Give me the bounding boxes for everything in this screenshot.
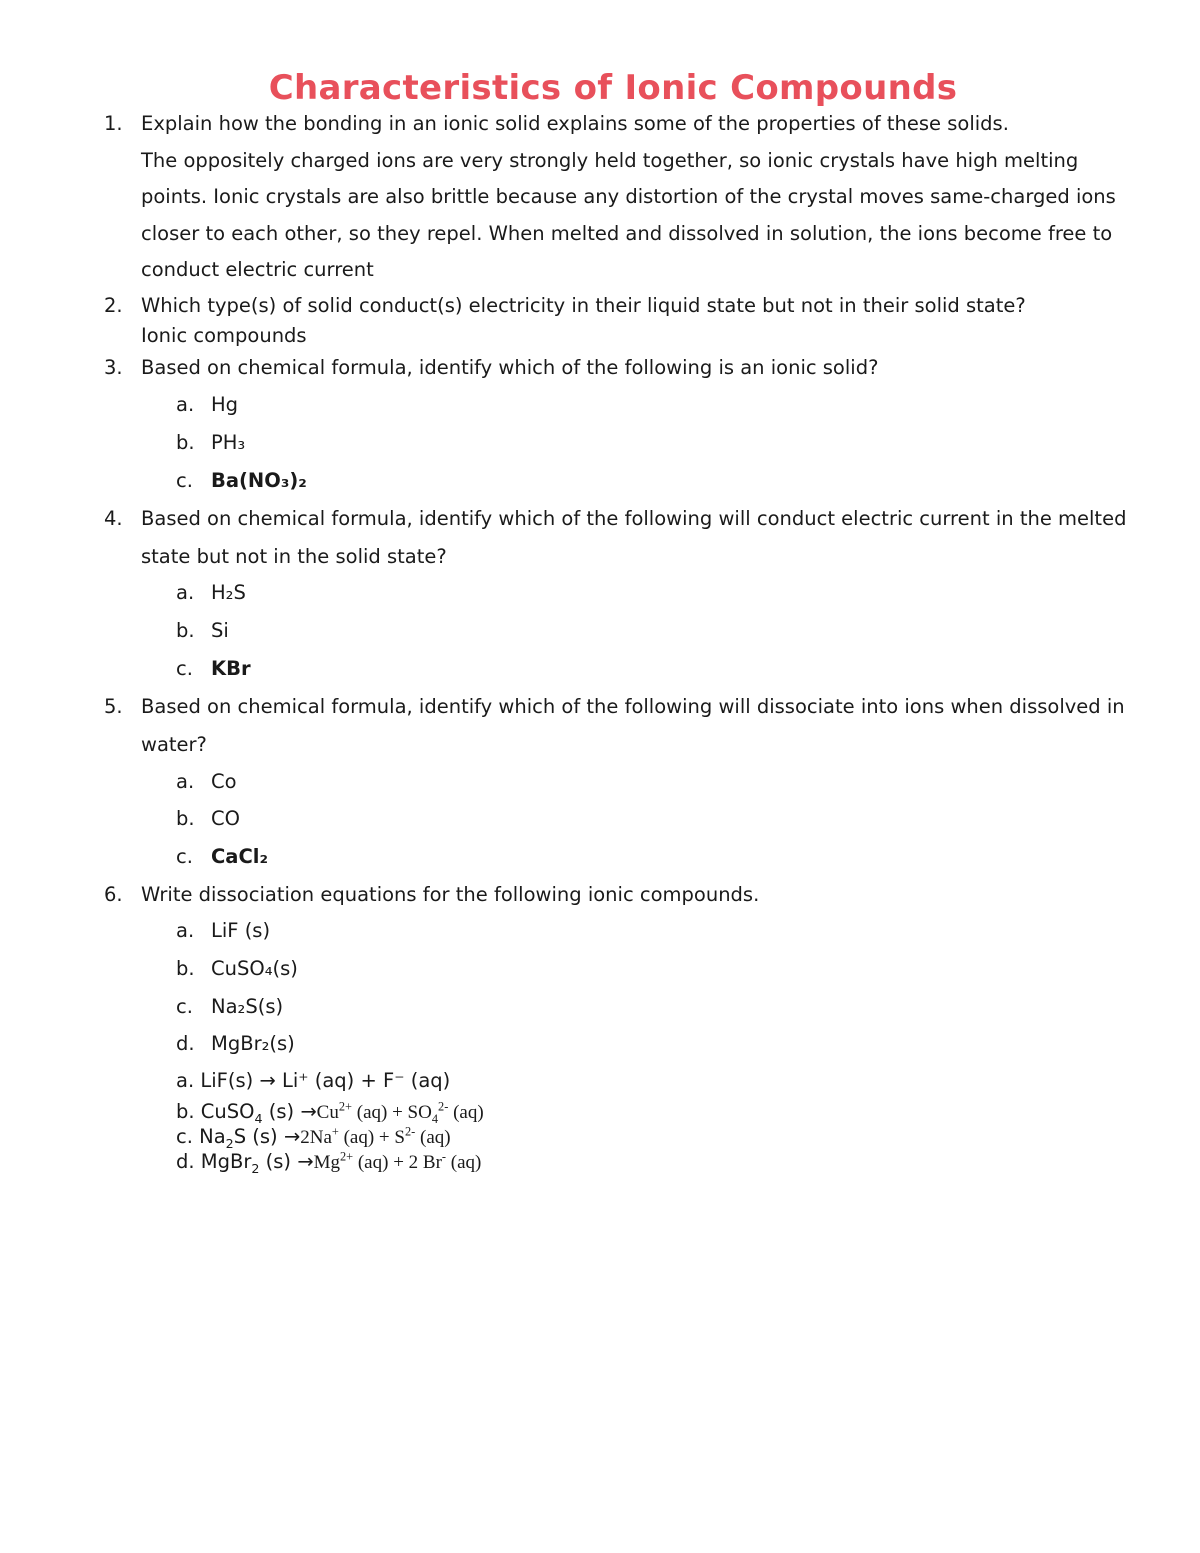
option-label: a. <box>176 581 195 604</box>
option-label: d. <box>176 1032 195 1055</box>
reaction-arrow: → <box>259 1069 276 1092</box>
equation-state: S (s) <box>233 1125 284 1148</box>
option-value: CO <box>211 807 240 830</box>
charge: 2- <box>404 1124 416 1139</box>
equation-state: (s) <box>262 1100 301 1123</box>
subscript: 2 <box>225 1135 234 1151</box>
question-3 <box>104 350 1144 387</box>
option-value: PH₃ <box>211 431 246 454</box>
equation-state: (s) <box>259 1150 298 1173</box>
subscript: 4 <box>431 1111 439 1126</box>
option-value: Co <box>211 770 237 793</box>
option-value: Hg <box>211 393 239 416</box>
option-d <box>176 1029 295 1059</box>
charge: 2- <box>438 1099 449 1114</box>
product-ion: (aq) + S <box>338 1127 405 1148</box>
subscript: 4 <box>254 1110 263 1126</box>
product-ion: Mg <box>313 1152 340 1173</box>
equation-suffix: (aq) <box>446 1152 482 1173</box>
option-label: b. <box>176 807 195 830</box>
option-label: a. <box>176 919 195 942</box>
question-number: 5. <box>104 695 123 718</box>
question-text: Which type(s) of solid conduct(s) electricity in their liquid state but not in their solid state? <box>141 294 1026 317</box>
question-text: Explain how the bonding in an ionic solid explains some of the properties of these solids. <box>141 112 1009 135</box>
page-title: Characteristics of Ionic Compounds <box>268 68 958 108</box>
option-a <box>176 390 238 420</box>
question-number: 1. <box>104 112 123 135</box>
option-label: a. <box>176 393 195 416</box>
option-b <box>176 954 298 984</box>
question-6 <box>104 877 1144 914</box>
equation-suffix: (aq) <box>448 1102 484 1123</box>
option-value: Si <box>211 619 229 642</box>
option-value: H₂S <box>211 581 246 604</box>
question-2 <box>104 288 1144 348</box>
option-a <box>176 578 246 608</box>
question-number: 3. <box>104 356 123 379</box>
equation-suffix: (aq) <box>415 1127 451 1148</box>
option-value-correct: Ba(NO₃)₂ <box>211 469 307 492</box>
equation-prefix: a. LiF(s) <box>176 1069 260 1092</box>
question-1 <box>104 106 1144 289</box>
option-value: Na₂S(s) <box>211 995 284 1018</box>
equation-prefix: c. Na <box>176 1125 226 1148</box>
reaction-arrow: → <box>283 1125 301 1148</box>
answer-text: The oppositely charged ions are very strongly held together, so ionic crystals have high melting points. Ionic crystals are also brittle because any distortion of the crystal moves same-charged ions closer to each other, so they repel. When melted and dissolved in solution, the ions become free to conduct electric current <box>141 148 1116 281</box>
question-text: Based on chemical formula, identify which of the following will conduct electric current in the melted state but not in the solid state? <box>141 507 1127 568</box>
option-b <box>176 616 229 646</box>
product-ion: Cu <box>316 1102 339 1123</box>
question-number: 2. <box>104 294 123 317</box>
question-number: 4. <box>104 507 123 530</box>
option-a <box>176 916 270 946</box>
option-b <box>176 428 245 458</box>
answer-text: Ionic compounds <box>141 324 307 347</box>
option-c <box>176 992 283 1022</box>
option-c <box>176 466 307 496</box>
equation-prefix: b. CuSO <box>176 1100 255 1123</box>
question-4 <box>104 500 1144 576</box>
option-label: c. <box>176 995 193 1018</box>
subscript: 2 <box>251 1160 260 1176</box>
option-label: c. <box>176 845 193 868</box>
product-ion: (aq) + 2 Br <box>353 1152 442 1173</box>
charge: - <box>441 1149 447 1164</box>
option-label: a. <box>176 770 195 793</box>
product-ion: 2Na <box>300 1127 332 1148</box>
option-label: b. <box>176 957 195 980</box>
option-label: c. <box>176 657 193 680</box>
reaction-arrow: → <box>300 1100 317 1123</box>
charge: 2+ <box>338 1099 352 1114</box>
option-label: b. <box>176 619 195 642</box>
option-a <box>176 767 237 797</box>
equation-b <box>176 1099 484 1126</box>
equation-c <box>176 1124 451 1151</box>
equation-a <box>176 1068 450 1094</box>
question-5 <box>104 688 1144 764</box>
charge: + <box>331 1124 339 1139</box>
product-ion: (aq) + SO <box>352 1102 432 1123</box>
option-value: CuSO₄(s) <box>211 957 298 980</box>
option-c <box>176 654 251 684</box>
option-label: b. <box>176 431 195 454</box>
charge: 2+ <box>339 1149 354 1164</box>
equation-d <box>176 1149 481 1176</box>
option-label: c. <box>176 469 193 492</box>
question-text: Based on chemical formula, identify which of the following is an ionic solid? <box>141 356 879 379</box>
question-number: 6. <box>104 883 123 906</box>
option-value-correct: KBr <box>211 657 251 680</box>
option-c <box>176 842 268 872</box>
option-value-correct: CaCl₂ <box>211 845 269 868</box>
option-b <box>176 804 240 834</box>
reaction-arrow: → <box>297 1150 314 1173</box>
option-value: MgBr₂(s) <box>211 1032 295 1055</box>
option-value: LiF (s) <box>211 919 271 942</box>
equation-prefix: d. MgBr <box>176 1150 252 1173</box>
equation-products: Li⁺ (aq) + F⁻ (aq) <box>281 1069 451 1092</box>
question-text: Write dissociation equations for the following ionic compounds. <box>141 883 760 906</box>
question-text: Based on chemical formula, identify which of the following will dissociate into ions when dissolved in water? <box>141 695 1125 756</box>
